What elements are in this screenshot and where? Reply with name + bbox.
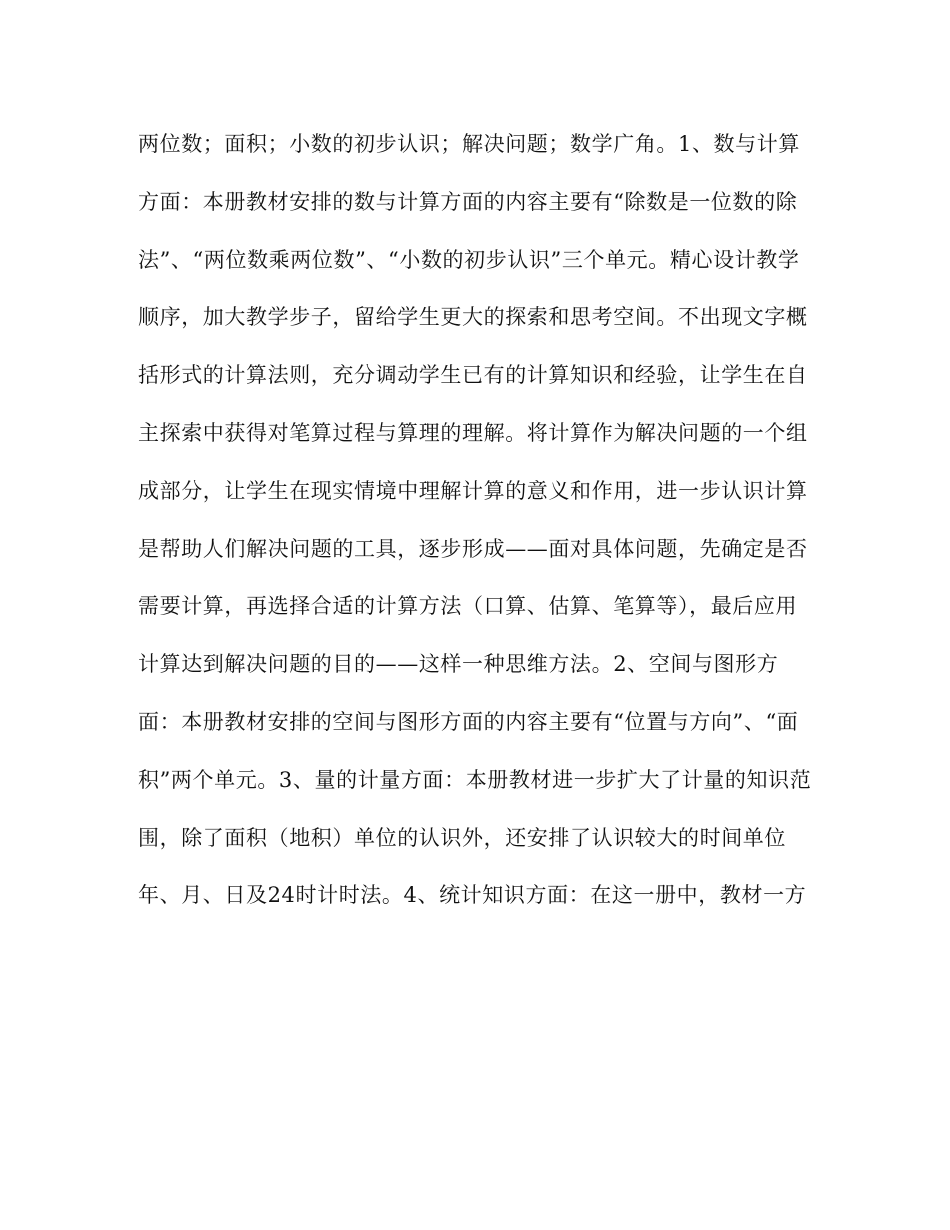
text-line: 面：本册教材安排的空间与图形方面的内容主要有“位置与方向”、“面 xyxy=(138,709,799,734)
text-line: 积”两个单元。3、量的计量方面：本册教材进一步扩大了计量的知识范 xyxy=(138,767,812,792)
text-line: 主探索中获得对笔算过程与算理的理解。将计算作为解决问题的一个组 xyxy=(138,420,808,445)
text-line: 计算达到解决问题的目的——这样一种思维方法。2、空间与图形方 xyxy=(138,652,779,677)
text-line: 围，除了面积（地积）单位的认识外，还安排了认识较大的时间单位 xyxy=(138,825,786,850)
text-line: 是帮助人们解决问题的工具，逐步形成——面对具体问题，先确定是否 xyxy=(138,536,808,561)
text-line: 顺序，加大教学步子，留给学生更大的探索和思考空间。不出现文字概 xyxy=(138,305,808,330)
text-line: 年、月、日及24时计时法。4、统计知识方面：在这一册中，教材一方 xyxy=(138,883,807,908)
text-line: 需要计算，再选择合适的计算方法（口算、估算、笔算等），最后应用 xyxy=(138,594,798,619)
text-line: 成部分，让学生在现实情境中理解计算的意义和作用，进一步认识计算 xyxy=(138,478,808,503)
body-text xyxy=(138,120,818,929)
text-line: 两位数；面积；小数的初步认识；解决问题；数学广角。1、数与计算 xyxy=(138,132,800,156)
text-line: 括形式的计算法则，充分调动学生已有的计算知识和经验，让学生在自 xyxy=(138,363,808,388)
text-line: 方面：本册教材安排的数与计算方面的内容主要有“除数是一位数的除 xyxy=(138,189,798,214)
text-line: 法”、“两位数乘两位数”、“小数的初步认识”三个单元。精心设计教学 xyxy=(138,247,800,272)
